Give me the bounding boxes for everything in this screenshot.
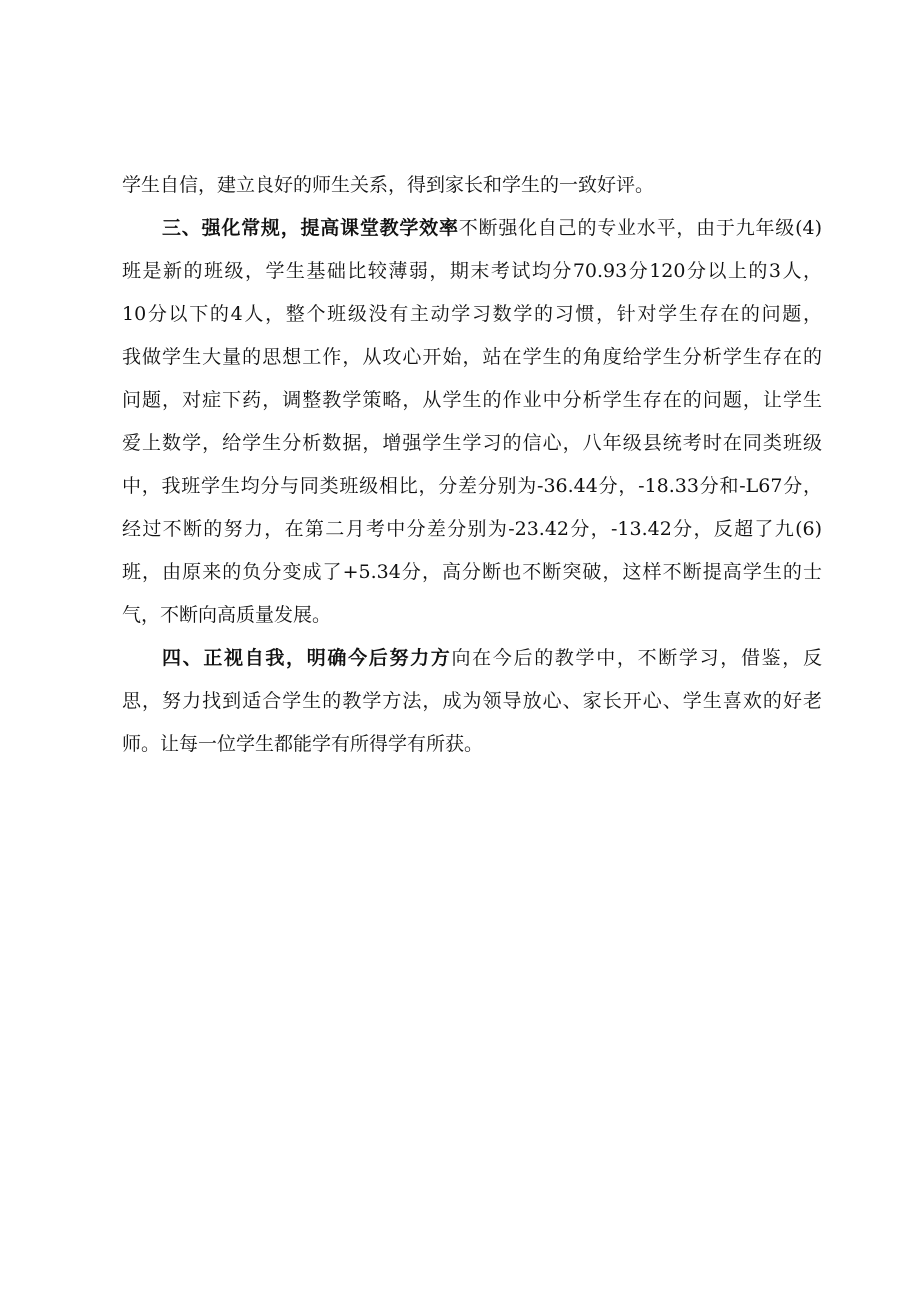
section3-line: 班，由原来的负分变成了+5.34分，高分断也不断突破，这样不断提高学生的士 (122, 561, 822, 583)
section4-heading: 四、正视自我，明确今后努力方 (162, 647, 452, 669)
section3-line: 10分以下的4人，整个班级没有主动学习数学的习惯，针对学生存在的问题， (122, 303, 822, 325)
section3-line1-text: 不断强化自己的专业水平，由于九年级(4) (458, 217, 822, 239)
section3-line: 气，不断向高质量发展。 (122, 604, 332, 626)
section4-line1-text: 向在今后的教学中，不断学习，借鉴，反 (451, 647, 822, 669)
intro-paragraph-line: 学生自信，建立良好的师生关系，得到家长和学生的一致好评。 (122, 174, 655, 196)
section3-heading: 三、强化常规，提高课堂教学效率 (162, 217, 459, 239)
section3-line: 问题，对症下药，调整教学策略，从学生的作业中分析学生存在的问题，让学生 (122, 389, 822, 411)
section3-line: 爱上数学，给学生分析数据，增强学生学习的信心，八年级县统考时在同类班级 (122, 432, 822, 454)
section4-line: 思，努力找到适合学生的教学方法，成为领导放心、家长开心、学生喜欢的好老 (122, 690, 822, 712)
section4-line: 师。让每一位学生都能学有所得学有所获。 (122, 733, 484, 755)
section4-first-line (162, 644, 822, 672)
section3-first-line (162, 214, 822, 242)
section3-line: 中，我班学生均分与同类班级相比，分差分别为-36.44分，-18.33分和-L67分， (122, 475, 822, 497)
section3-line: 我做学生大量的思想工作，从攻心开始，站在学生的角度给学生分析学生存在的 (122, 346, 822, 368)
section3-line: 班是新的班级，学生基础比较薄弱，期末考试均分70.93分120分以上的3人， (122, 260, 822, 282)
section3-line: 经过不断的努力，在第二月考中分差分别为-23.42分，-13.42分，反超了九(6) (122, 518, 822, 540)
